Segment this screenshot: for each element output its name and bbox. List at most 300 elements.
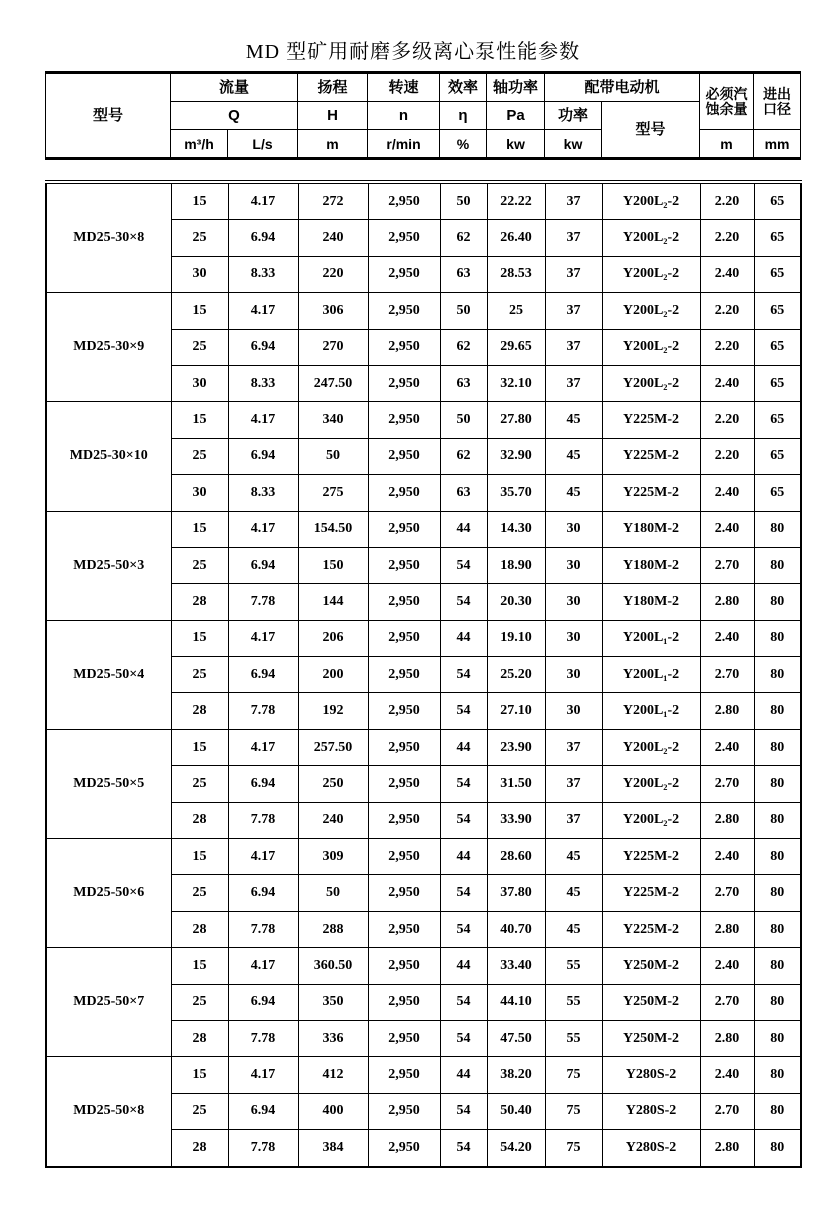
data-cell: 4.17 [228,293,298,329]
data-cell: 37 [545,293,602,329]
unit-motor-power-kw: kw [545,130,602,159]
data-cell: 28 [171,693,228,729]
data-cell: 80 [754,1057,801,1093]
data-cell: 192 [298,693,368,729]
data-cell: Y200L₂-2 [602,729,700,765]
data-cell: 28.53 [487,256,545,292]
data-cell: 54 [440,1020,487,1056]
header-table [45,71,801,160]
data-cell: 15 [171,182,228,220]
data-cell: 275 [298,475,368,511]
data-cell: 47.50 [487,1020,545,1056]
data-cell: 45 [545,839,602,875]
data-cell: 80 [754,1130,801,1167]
data-cell: 25 [487,293,545,329]
data-cell: 28 [171,1130,228,1167]
data-cell: 37 [545,365,602,401]
pump-model-cell: MD25-50×8 [46,1057,171,1167]
col-header-head: 扬程 [298,73,368,102]
data-cell: 2.40 [700,620,754,656]
table-row [46,620,801,656]
data-cell: Y225M-2 [602,475,700,511]
header-row-1 [46,73,801,102]
data-cell: Y200L₂-2 [602,329,700,365]
data-cell: 2,950 [368,948,440,984]
data-cell: 65 [754,220,801,256]
unit-speed-rmin: r/min [368,130,440,159]
data-cell: 2,950 [368,547,440,583]
data-cell: 2,950 [368,438,440,474]
unit-shaft-power-kw: kw [487,130,545,159]
data-cell: 2,950 [368,220,440,256]
col-header-pump-model: 型号 [46,73,171,159]
data-cell: 65 [754,365,801,401]
data-cell: 44 [440,839,487,875]
data-cell: 7.78 [228,802,298,838]
data-cell: 37 [545,256,602,292]
data-cell: 38.20 [487,1057,545,1093]
data-cell: 2,950 [368,511,440,547]
data-cell: 2.80 [700,1020,754,1056]
symbol-head-h: H [298,102,368,130]
data-cell: 23.90 [487,729,545,765]
data-cell: Y200L₂-2 [602,766,700,802]
table-row [46,948,801,984]
data-cell: 28 [171,802,228,838]
data-cell: 45 [545,438,602,474]
data-cell: 80 [754,547,801,583]
unit-efficiency-pct: % [440,130,487,159]
table-row [46,511,801,547]
data-cell: 80 [754,948,801,984]
data-cell: 150 [298,547,368,583]
data-cell: 2,950 [368,475,440,511]
data-cell: 31.50 [487,766,545,802]
data-cell: 2.80 [700,1130,754,1167]
data-cell: 54 [440,911,487,947]
data-cell: 44 [440,620,487,656]
data-cell: 2,950 [368,402,440,438]
table-row [46,1057,801,1093]
data-cell: 44 [440,729,487,765]
data-cell: 63 [440,256,487,292]
data-cell: 2.40 [700,256,754,292]
data-cell: 2.40 [700,475,754,511]
table-row [46,293,801,329]
data-cell: 28 [171,1020,228,1056]
data-cell: 15 [171,1057,228,1093]
data-cell: 62 [440,220,487,256]
data-cell: 80 [754,693,801,729]
data-cell: 154.50 [298,511,368,547]
npsh-label-line1: 必须汽 [705,85,748,102]
data-cell: 25 [171,875,228,911]
data-cell: 25 [171,984,228,1020]
data-cell: 7.78 [228,911,298,947]
data-cell: Y225M-2 [602,438,700,474]
unit-flow-m3h: m³/h [171,130,228,159]
data-cell: 80 [754,839,801,875]
data-cell: 2.40 [700,948,754,984]
data-cell: 55 [545,984,602,1020]
data-cell: 55 [545,1020,602,1056]
data-cell: 80 [754,729,801,765]
pump-model-cell: MD25-50×7 [46,948,171,1057]
symbol-speed-n: n [368,102,440,130]
data-cell: 80 [754,657,801,693]
data-cell: 8.33 [228,256,298,292]
unit-port-mm: mm [754,130,801,159]
data-cell: 80 [754,911,801,947]
data-cell: 63 [440,475,487,511]
data-cell: 25.20 [487,657,545,693]
data-cell: 2,950 [368,839,440,875]
data-cell: 65 [754,293,801,329]
data-cell: Y250M-2 [602,1020,700,1056]
symbol-efficiency-eta: η [440,102,487,130]
pump-model-cell: MD25-50×5 [46,729,171,838]
data-cell: 80 [754,511,801,547]
data-cell: 240 [298,802,368,838]
data-cell: 80 [754,802,801,838]
col-header-motor-model: 型号 [602,102,700,159]
data-cell: 2.20 [700,329,754,365]
data-cell: 6.94 [228,766,298,802]
data-cell: 15 [171,511,228,547]
table-row [46,839,801,875]
data-cell: 75 [545,1057,602,1093]
data-cell: Y225M-2 [602,911,700,947]
data-cell: 2.70 [700,766,754,802]
unit-head-m: m [298,130,368,159]
data-cell: 75 [545,1130,602,1167]
data-cell: 65 [754,438,801,474]
data-cell: 32.10 [487,365,545,401]
data-cell: 22.22 [487,182,545,220]
data-cell: Y200L₂-2 [602,182,700,220]
pump-model-cell: MD25-50×4 [46,620,171,729]
data-cell: 7.78 [228,584,298,620]
data-cell: 2,950 [368,729,440,765]
data-cell: 2.80 [700,911,754,947]
data-cell: 50 [298,875,368,911]
data-cell: 28 [171,911,228,947]
data-cell: 80 [754,875,801,911]
data-cell: 54 [440,875,487,911]
data-cell: 2.20 [700,402,754,438]
data-cell: 50 [440,182,487,220]
data-cell: 2,950 [368,620,440,656]
data-cell: 40.70 [487,911,545,947]
data-cell: 2,950 [368,182,440,220]
data-cell: 27.80 [487,402,545,438]
col-header-motor-power: 功率 [545,102,602,130]
data-cell: Y250M-2 [602,984,700,1020]
data-cell: 18.90 [487,547,545,583]
data-cell: 15 [171,839,228,875]
data-cell: 65 [754,402,801,438]
col-header-shaft-power: 轴功率 [487,73,545,102]
data-cell: 270 [298,329,368,365]
data-cell: 25 [171,1093,228,1129]
data-cell: 15 [171,293,228,329]
data-cell: 2,950 [368,1093,440,1129]
data-cell: 37 [545,182,602,220]
data-cell: 50.40 [487,1093,545,1129]
data-cell: 2,950 [368,802,440,838]
col-header-flow: 流量 [171,73,298,102]
data-cell: 247.50 [298,365,368,401]
data-cell: Y200L₂-2 [602,256,700,292]
pump-model-cell: MD25-30×10 [46,402,171,511]
data-cell: 28 [171,584,228,620]
data-cell: 30 [171,475,228,511]
col-header-speed: 转速 [368,73,440,102]
data-cell: Y200L₂-2 [602,293,700,329]
data-cell: 6.94 [228,329,298,365]
data-cell: 2.20 [700,438,754,474]
pump-data-table [45,180,802,1168]
data-cell: Y225M-2 [602,875,700,911]
data-cell: 4.17 [228,182,298,220]
data-cell: 220 [298,256,368,292]
data-cell: Y225M-2 [602,839,700,875]
data-cell: 27.10 [487,693,545,729]
data-cell: 7.78 [228,1020,298,1056]
data-cell: 2.40 [700,511,754,547]
data-cell: Y180M-2 [602,511,700,547]
data-cell: 54 [440,766,487,802]
data-cell: 25 [171,657,228,693]
pump-table-body [46,182,801,1167]
data-cell: 80 [754,984,801,1020]
data-cell: 2,950 [368,766,440,802]
data-cell: 4.17 [228,839,298,875]
data-cell: 80 [754,1020,801,1056]
data-cell: 37 [545,766,602,802]
data-cell: 30 [545,584,602,620]
data-cell: 62 [440,329,487,365]
col-header-npsh [700,73,754,130]
data-cell: 45 [545,475,602,511]
data-cell: Y200L₂-2 [602,802,700,838]
data-cell: Y250M-2 [602,948,700,984]
data-cell: 30 [171,256,228,292]
data-cell: Y200L₁-2 [602,620,700,656]
table-row [46,729,801,765]
data-cell: 2.20 [700,293,754,329]
data-cell: 20.30 [487,584,545,620]
data-cell: 30 [545,620,602,656]
data-cell: 50 [440,402,487,438]
data-cell: 80 [754,584,801,620]
data-cell: 37 [545,802,602,838]
data-cell: 336 [298,1020,368,1056]
data-cell: 2,950 [368,911,440,947]
data-cell: Y200L₂-2 [602,220,700,256]
data-cell: 4.17 [228,729,298,765]
data-cell: 54 [440,1093,487,1129]
data-cell: 15 [171,402,228,438]
data-cell: 65 [754,475,801,511]
data-cell: 54 [440,1130,487,1167]
data-cell: 28.60 [487,839,545,875]
data-cell: 7.78 [228,1130,298,1167]
data-cell: 4.17 [228,1057,298,1093]
data-cell: 54.20 [487,1130,545,1167]
data-cell: 45 [545,911,602,947]
data-cell: 6.94 [228,547,298,583]
data-cell: 44.10 [487,984,545,1020]
data-cell: 288 [298,911,368,947]
data-cell: 340 [298,402,368,438]
data-cell: 2,950 [368,293,440,329]
data-cell: 26.40 [487,220,545,256]
data-cell: 6.94 [228,1093,298,1129]
data-cell: 4.17 [228,511,298,547]
data-cell: 2.40 [700,365,754,401]
data-cell: 2,950 [368,365,440,401]
data-cell: 2.40 [700,1057,754,1093]
data-cell: 306 [298,293,368,329]
table-row [46,402,801,438]
data-cell: 200 [298,657,368,693]
data-cell: 8.33 [228,475,298,511]
data-cell: 2,950 [368,657,440,693]
data-cell: 6.94 [228,984,298,1020]
data-cell: 240 [298,220,368,256]
data-cell: 206 [298,620,368,656]
data-cell: 35.70 [487,475,545,511]
data-cell: 29.65 [487,329,545,365]
data-cell: 45 [545,875,602,911]
data-cell: 62 [440,438,487,474]
document-page [0,41,826,1206]
data-cell: 4.17 [228,402,298,438]
data-cell: 44 [440,1057,487,1093]
data-cell: 15 [171,620,228,656]
col-header-motor-group: 配带电动机 [545,73,700,102]
unit-flow-ls: L/s [228,130,298,159]
data-cell: 54 [440,802,487,838]
data-cell: 272 [298,182,368,220]
data-cell: 80 [754,766,801,802]
data-cell: 412 [298,1057,368,1093]
pump-model-cell: MD25-30×8 [46,182,171,293]
col-header-efficiency: 效率 [440,73,487,102]
data-cell: 37.80 [487,875,545,911]
port-label-line1: 进出 [763,85,792,102]
data-cell: 37 [545,329,602,365]
data-cell: 25 [171,438,228,474]
data-cell: 30 [545,657,602,693]
data-cell: 50 [440,293,487,329]
data-cell: 400 [298,1093,368,1129]
data-cell: 2.70 [700,875,754,911]
data-cell: 37 [545,220,602,256]
data-cell: 25 [171,220,228,256]
table-row [46,182,801,220]
data-cell: 2,950 [368,984,440,1020]
data-cell: 6.94 [228,657,298,693]
data-cell: 14.30 [487,511,545,547]
symbol-shaft-power-pa: Pa [487,102,545,130]
data-cell: Y280S-2 [602,1130,700,1167]
data-cell: 6.94 [228,220,298,256]
data-cell: 25 [171,766,228,802]
data-cell: 54 [440,547,487,583]
col-header-port-diameter [754,73,801,130]
data-cell: 2,950 [368,875,440,911]
data-cell: 2.40 [700,839,754,875]
pump-model-cell: MD25-30×9 [46,293,171,402]
data-cell: 2.70 [700,984,754,1020]
data-cell: 2.20 [700,182,754,220]
data-cell: 2.70 [700,657,754,693]
data-cell: Y200L₂-2 [602,365,700,401]
data-cell: 2,950 [368,693,440,729]
data-cell: 30 [171,365,228,401]
data-cell: 30 [545,547,602,583]
pump-model-cell: MD25-50×6 [46,839,171,948]
data-cell: 2,950 [368,1020,440,1056]
data-cell: Y180M-2 [602,584,700,620]
data-cell: 2.70 [700,1093,754,1129]
data-cell: 63 [440,365,487,401]
data-cell: 65 [754,256,801,292]
data-cell: 4.17 [228,620,298,656]
data-cell: Y225M-2 [602,402,700,438]
data-cell: 15 [171,948,228,984]
data-cell: 80 [754,620,801,656]
data-cell: 75 [545,1093,602,1129]
data-cell: 384 [298,1130,368,1167]
unit-npsh-m: m [700,130,754,159]
data-cell: 30 [545,511,602,547]
data-cell: 2,950 [368,329,440,365]
data-cell: 54 [440,984,487,1020]
port-label-line2: 口径 [763,100,792,117]
data-cell: 25 [171,329,228,365]
data-cell: 2.80 [700,693,754,729]
data-cell: 144 [298,584,368,620]
data-cell: 4.17 [228,948,298,984]
data-cell: 55 [545,948,602,984]
data-cell: Y200L₁-2 [602,693,700,729]
data-cell: 2,950 [368,1057,440,1093]
data-cell: 8.33 [228,365,298,401]
data-cell: 54 [440,657,487,693]
data-cell: 360.50 [298,948,368,984]
data-cell: 6.94 [228,875,298,911]
data-cell: 30 [545,693,602,729]
symbol-flow-q: Q [171,102,298,130]
data-cell: 32.90 [487,438,545,474]
data-cell: 44 [440,511,487,547]
data-cell: Y280S-2 [602,1057,700,1093]
data-cell: 50 [298,438,368,474]
data-cell: 37 [545,729,602,765]
data-cell: 2,950 [368,584,440,620]
data-cell: 45 [545,402,602,438]
data-cell: 7.78 [228,693,298,729]
data-cell: 2.70 [700,547,754,583]
data-cell: 25 [171,547,228,583]
pump-model-cell: MD25-50×3 [46,511,171,620]
data-cell: 33.90 [487,802,545,838]
data-cell: 309 [298,839,368,875]
data-cell: 44 [440,948,487,984]
